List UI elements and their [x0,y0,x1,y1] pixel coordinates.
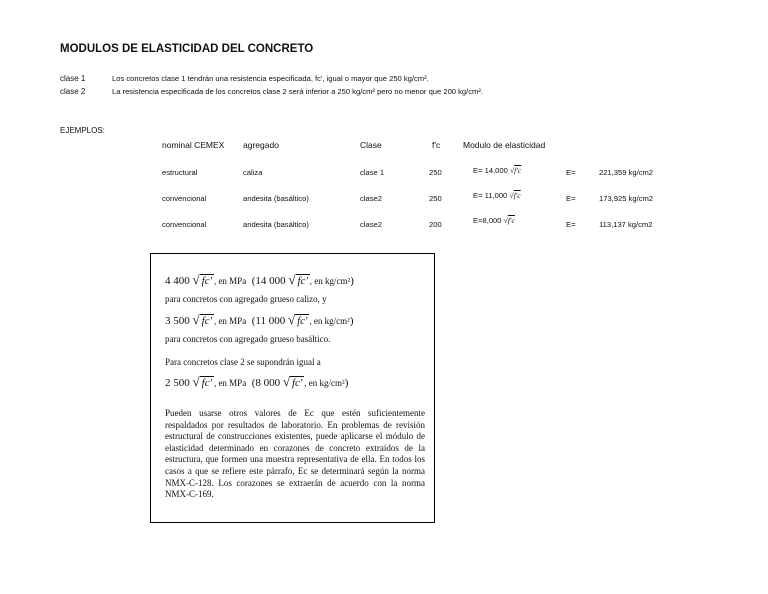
sqrt-fc-icon: √ fc' [192,374,212,389]
clase-1-text: Los concretos clase 1 tendrán una resistencia especificada, fc', igual o mayor que 250 kg/cm². [112,74,429,83]
sqrt-fc-symbol: √f'c [503,216,515,225]
formula-calizo: 4 400 √ fc' , en MPa (14 000 √ fc' , en kg/cm²) [165,272,354,287]
norm-paragraph: Pueden usarse otros valores de Ec que estén suficientemente respaldados por resultados de laboratorio. En problemas de revisión estructural de construcciones existentes, puede aplicarse el módulo de elasticidad determinado en corazones de concreto extraídos de la estructura, que formen una muestra representativa de ella. En todos los casos a que se refiere este párrafo, Ec se determinará según la norma NMX-C-128. Los corazones se extraerán de acuerdo con la norma NMX-C-169. [165,408,425,500]
note-calizo: para concretos con agregado grueso calizo, y [165,294,327,304]
table-cell-result: 113,137 kg/cm2 [599,220,653,229]
header-nominal: nominal CEMEX [162,140,225,150]
ejemplos-label: EJEMPLOS: [60,126,105,135]
table-cell-fc: 200 [429,220,442,229]
sqrt-fc-icon: √ fc' [282,374,303,389]
coef-kgcm2: 8 000 [255,377,281,389]
sqrt-fc-icon: √ fc' [192,272,212,287]
table-cell-eq: E= [566,194,576,203]
table-cell-agregado: andesita (basáltico) [243,220,309,229]
table-cell-fc: 250 [429,168,442,177]
formula-coef: E= 11,000 [473,191,508,200]
sqrt-fc-symbol: √f'c [509,191,521,200]
table-cell-result: 173,925 kg/cm2 [599,194,654,203]
sqrt-fc-icon: √ fc' [288,272,308,287]
header-agregado: agregado [243,140,279,150]
sqrt-fc-icon: √ fc' [287,312,308,327]
table-cell-fc: 250 [429,194,442,203]
table-cell-agregado: andesita (basáltico) [243,194,309,203]
table-cell-clase: clase2 [360,194,382,203]
table-cell-clase: clase2 [360,220,382,229]
coef-mpa: 4 400 [165,275,190,287]
clase-2-text: La resistencia especificada de los concretos clase 2 será inferior a 250 kg/cm² pero no menor que 200 kg/cm². [112,87,484,96]
sqrt-fc-symbol: √f'c [509,166,522,175]
clase-1-key: clase 1 [60,74,86,83]
page-title: MODULOS DE ELASTICIDAD DEL CONCRETO [60,43,314,55]
header-clase: Clase [360,140,382,150]
header-modulo: Modulo de elasticidad [463,140,546,150]
fc-symbol: f'c [513,191,521,200]
formula-coef: E= 14,000 [473,166,508,175]
norm-excerpt-box [150,253,435,523]
table-cell-formula [473,166,521,175]
coef-kgcm2: 14 000 [255,275,286,287]
table-cell-result: 221,359 kg/cm2 [599,168,654,177]
coef-mpa: 3 500 [165,315,190,327]
table-cell-nominal: estructural [162,168,198,177]
formula-clase-2: 2 500 √ fc' , en MPa (8 000 √ fc' , en kg/cm²) [165,374,349,389]
table-cell-eq: E= [566,220,576,229]
table-cell-eq: E= [566,168,576,177]
table-cell-formula [473,191,521,200]
table-cell-clase: clase 1 [360,168,385,177]
clase-2-key: clase 2 [60,87,86,96]
table-cell-formula [473,216,515,225]
note-clase-2: Para concretos clase 2 se supondrán igual a [165,357,321,367]
fc-symbol: f'c [507,216,515,225]
table-cell-nominal: convencional [162,220,207,229]
table-cell-agregado: caliza [243,168,263,177]
formula-basaltico: 3 500 √ fc' , en MPa (11 000 √ fc' , en kg/cm²) [165,312,354,327]
sqrt-fc-icon: √ fc' [192,312,212,327]
note-basaltico: para concretos con agregado grueso basáltico. [165,334,331,344]
table-cell-nominal: convencional [162,194,207,203]
fc-symbol: f'c [514,166,522,175]
coef-mpa: 2 500 [165,377,190,389]
header-fc: f'c [432,140,441,150]
coef-kgcm2: 11 000 [255,315,286,327]
formula-coef: E=8,000 [473,216,502,225]
